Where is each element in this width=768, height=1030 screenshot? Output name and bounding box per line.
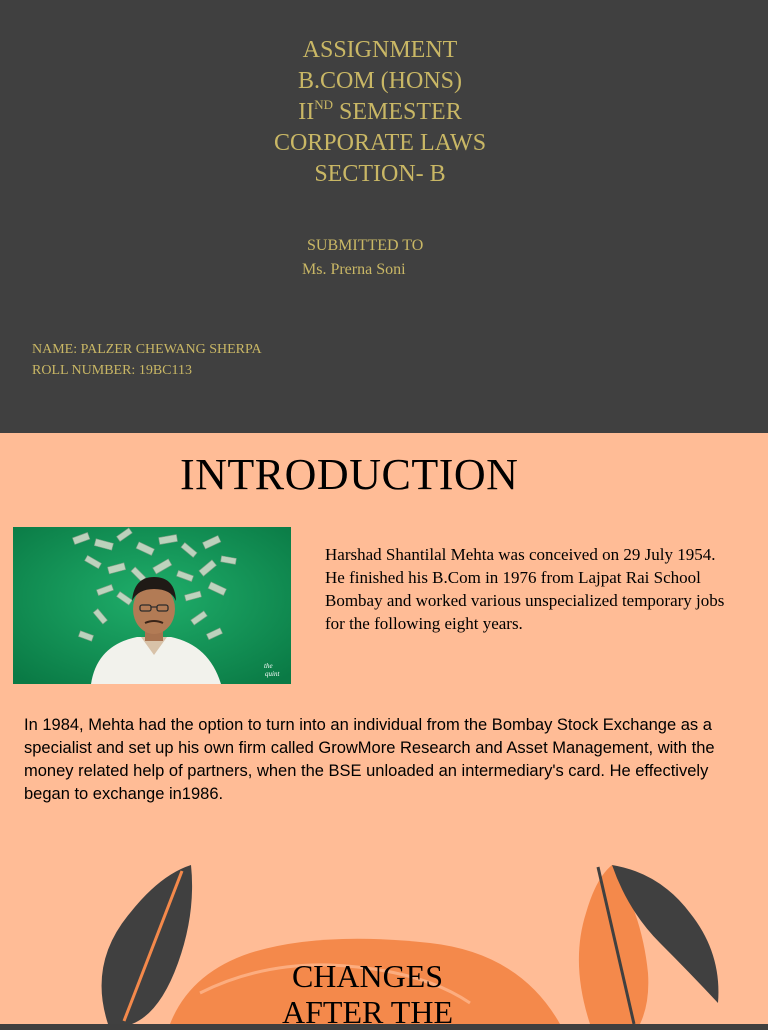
introduction-title: INTRODUCTION [180, 450, 519, 499]
next-slide-title-line-1: CHANGES [291, 958, 444, 994]
semester-ordinal: ND [314, 97, 334, 112]
submitted-to-label: SUBMITTED TO [307, 237, 424, 254]
next-slide-title [220, 958, 515, 1030]
photo-watermark-top: the [264, 662, 273, 670]
semester-heading [0, 97, 760, 128]
student-info [32, 339, 262, 381]
harshad-mehta-photo [13, 527, 291, 684]
teacher-name: Ms. Prerna Soni [302, 261, 406, 278]
intro-paragraph-1: Harshad Shantilal Mehta was conceived on 29 July 1954. He finished his B.Com in 1976 from Lajpat Rai School Bombay and worked various unspecialized temporary jobs for the following eight years. [325, 545, 725, 633]
semester-label: SEMESTER [333, 99, 462, 125]
subject-heading: CORPORATE LAWS [273, 130, 487, 156]
cover-title-block [0, 35, 760, 190]
student-name: NAME: PALZER CHEWANG SHERPA [32, 342, 262, 357]
roll-number: ROLL NUMBER: 19BC113 [32, 363, 192, 378]
photo-watermark-bottom: quint [265, 670, 280, 678]
next-slide-title-line-2: AFTER THE [282, 994, 453, 1030]
cover-slide [0, 0, 768, 433]
assignment-heading: ASSIGNMENT [302, 37, 458, 63]
intro-paragraph-2: In 1984, Mehta had the option to turn into an individual from the Bombay Stock Exchange as a specialist and set up his own firm called GrowMore Research and Asset Management, with the money related help of partners, when the BSE unloaded an intermediary's card. He effectively began to exchange in1986. [24, 716, 715, 803]
semester-number: II [298, 99, 315, 125]
course-heading: B.COM (HONS) [297, 68, 462, 94]
photo-illustration [13, 527, 291, 684]
introduction-slide [0, 433, 768, 1030]
dark-leaf-left [102, 865, 193, 1024]
section-heading: SECTION- B [314, 161, 446, 187]
